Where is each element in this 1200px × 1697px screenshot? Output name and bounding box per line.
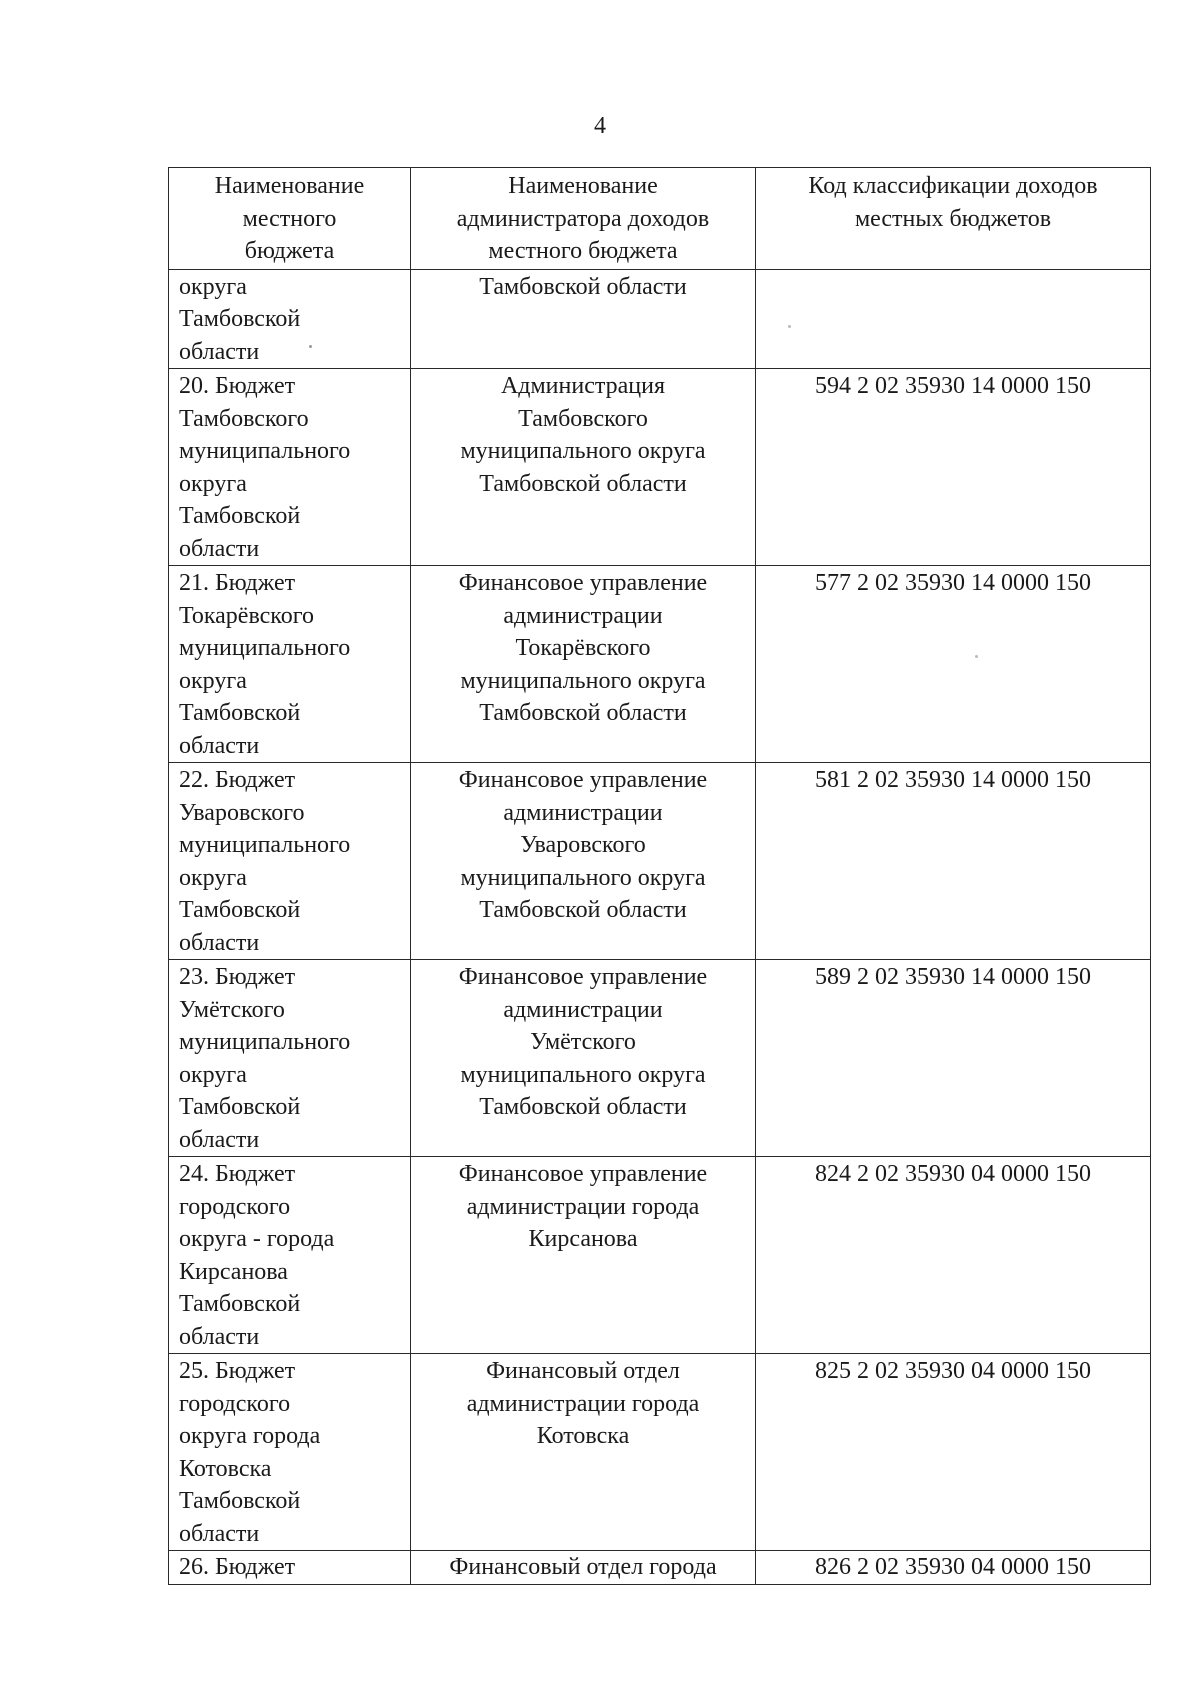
code-cell: 826 2 02 35930 04 0000 150 [756,1551,1151,1585]
table-row [169,369,1151,566]
table-row-last [169,1551,1151,1585]
budget-name-cell: 20. Бюджет Тамбовского муниципального округа Тамбовской области [169,369,411,566]
budget-name-cell: 22. Бюджет Уваровского муниципального округа Тамбовской области [169,763,411,960]
administrator-cell: Финансовое управление администрации Токарёвского муниципального округа Тамбовской области [411,566,756,763]
budget-name-cell: 25. Бюджет городского округа города Котовска Тамбовской области [169,1354,411,1551]
table-row [169,1157,1151,1354]
budget-name-cell: 21. Бюджет Токарёвского муниципального округа Тамбовской области [169,566,411,763]
table-row [169,1354,1151,1551]
table-row-continuation [169,269,1151,369]
administrator-cell: Финансовое управление администрации Уваровского муниципального округа Тамбовской области [411,763,756,960]
budget-name-cell: округа Тамбовской области [169,269,411,369]
table-header-row [169,168,1151,270]
budget-name-cell: 24. Бюджет городского округа - города Кирсанова Тамбовской области [169,1157,411,1354]
code-cell: 581 2 02 35930 14 0000 150 [756,763,1151,960]
code-cell [756,269,1151,369]
scan-speck [309,345,312,348]
administrator-cell: Тамбовской области [411,269,756,369]
administrator-cell: Финансовое управление администрации Умётского муниципального округа Тамбовской области [411,960,756,1157]
administrator-cell: Администрация Тамбовского муниципального округа Тамбовской области [411,369,756,566]
table-row [169,566,1151,763]
table-row [169,763,1151,960]
code-cell: 824 2 02 35930 04 0000 150 [756,1157,1151,1354]
header-budget-name: Наименование местного бюджета [169,168,411,270]
administrator-cell: Финансовое управление администрации города Кирсанова [411,1157,756,1354]
budget-name-cell: 23. Бюджет Умётского муниципального округа Тамбовской области [169,960,411,1157]
table-row [169,960,1151,1157]
scan-speck [975,655,978,658]
code-cell: 825 2 02 35930 04 0000 150 [756,1354,1151,1551]
administrator-cell: Финансовый отдел администрации города Котовска [411,1354,756,1551]
code-cell: 594 2 02 35930 14 0000 150 [756,369,1151,566]
code-cell: 577 2 02 35930 14 0000 150 [756,566,1151,763]
budget-name-cell: 26. Бюджет [169,1551,411,1585]
header-classification-code: Код классификации доходов местных бюджетов [756,168,1151,270]
scan-speck [788,325,791,328]
administrator-cell: Финансовый отдел города [411,1551,756,1585]
page-number: 4 [594,113,606,139]
header-administrator-name: Наименование администратора доходов местного бюджета [411,168,756,270]
code-cell: 589 2 02 35930 14 0000 150 [756,960,1151,1157]
revenue-classification-table [168,167,1151,1585]
